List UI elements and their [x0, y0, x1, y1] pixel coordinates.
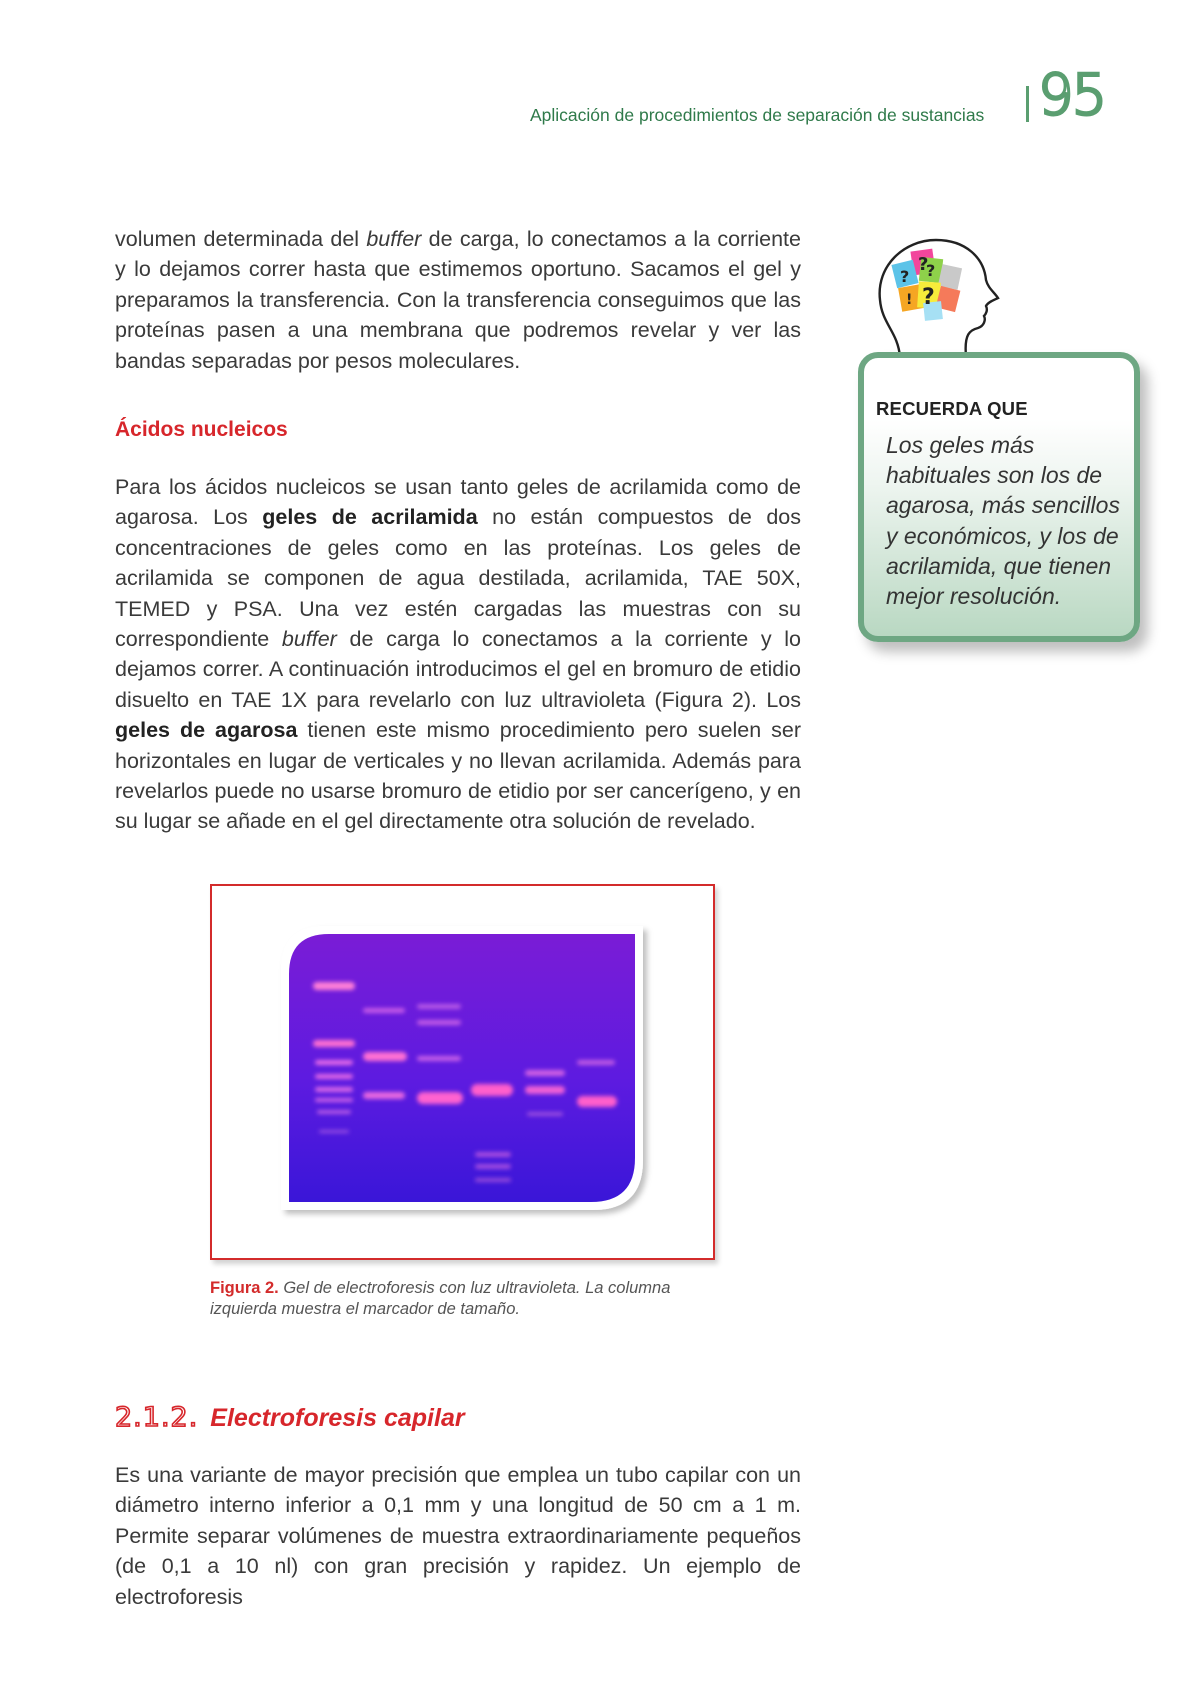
svg-text:!: !: [906, 292, 913, 308]
acidos-paragraph: Para los ácidos nucleicos se usan tanto geles de acrilamida como de agarosa. Los geles de acrilamida no están compuestos de dos concentraciones de geles como en las proteínas. Los geles de acrilamida se componen de agua destilada, acrilamida, TAE 50X, TEMED y PSA. Una vez estén cargadas las muestras con su correspondiente buffer de carga lo conectamos a la corriente y lo dejamos correr. A continuación introducimos el gel en bromuro de etidio disuelto en TAE 1X para revelarlo con luz ultravioleta (Figura 2). Los geles de agarosa tienen este mismo procedimiento pero suelen ser horizontales en lugar de verticales y no llevan acrilamida. Además para revelarlos puede no usarse bromuro de etidio por ser cancerígeno, y en su lugar se añade en el gel directamente otra solución de revelado.: [115, 475, 801, 834]
section-paragraph: Es una variante de mayor precisión que emplea un tubo capilar con un diámetro interno inferior a 0,1 mm y una longitud de 50 cm a 1 m. Permite separar volúmenes de muestra extraordinariamente pequeños (de 0,1 a 10 nl) con gran precisión y rapidez. Un ejemplo de electroforesis: [115, 1463, 801, 1609]
svg-text:?: ?: [900, 267, 910, 286]
running-header: Aplicación de procedimientos de separación de sustancias: [530, 105, 985, 125]
electrophoresis-gel-image: [275, 920, 655, 1220]
subsection-heading: Ácidos nucleicos: [115, 418, 288, 441]
header-divider: [1026, 86, 1029, 122]
recuerda-que-title: RECUERDA QUE: [876, 398, 1028, 419]
svg-text:?: ?: [926, 261, 936, 280]
recuerda-que-text: Los geles más habituales son los de agarosa, más sencillos y económicos, y los de acrilamida, que tienen mejor resolución.: [886, 432, 1120, 610]
page-number: 95: [1038, 63, 1106, 128]
head-question-icon: [860, 232, 1010, 362]
acidos-paragraph-block: [115, 472, 801, 837]
section-title: Electroforesis capilar: [210, 1404, 465, 1432]
section-number: 2.1.2.: [115, 1402, 199, 1433]
section-paragraph-block: [115, 1460, 801, 1612]
figure-caption: Figura 2. Gel de electroforesis con luz ultravioleta. La columna izquierda muestra el marcador de tamaño.: [210, 1279, 671, 1318]
intro-paragraph: volumen determinada del buffer de carga, lo conectamos a la corriente y lo dejamos correr hasta que estimemos oportuno. Sacamos el gel y preparamos la transferencia. Con la transferencia conseguimos que las proteínas pasen a una membrana que podremos revelar y ver las bandas separadas por pesos moleculares.: [115, 227, 801, 373]
section-heading: [115, 1402, 465, 1433]
svg-text:?: ?: [918, 254, 929, 275]
svg-text:?: ?: [922, 285, 935, 310]
intro-paragraph-block: [115, 224, 801, 376]
